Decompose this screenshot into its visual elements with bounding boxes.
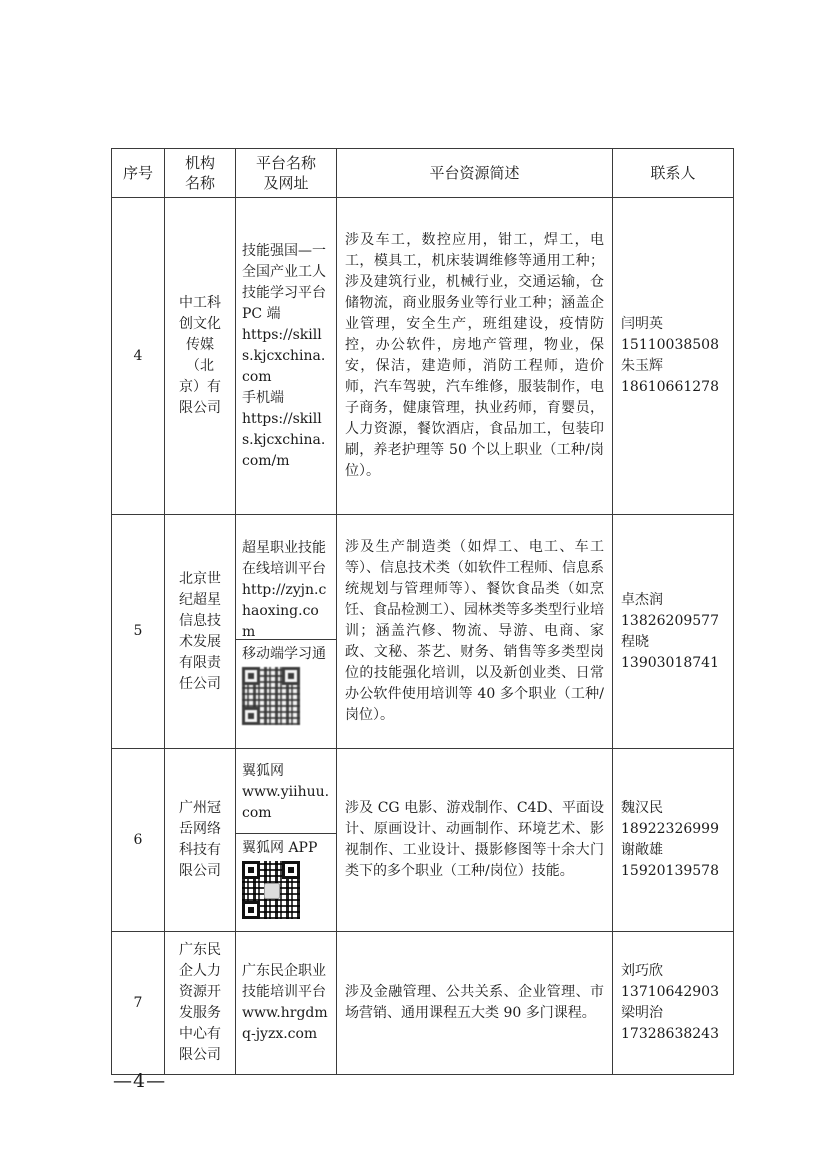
contact-name: 程晓 — [621, 633, 649, 650]
platform-name: 超星职业技能在线培训平台 — [242, 540, 326, 577]
contact-name: 朱玉辉 — [621, 358, 663, 374]
platform-app-cell — [236, 639, 336, 729]
qr-code-icon — [242, 667, 300, 725]
row-org: 广州冠 岳网络 科技有 限公司 — [165, 749, 236, 932]
row-seq: 6 — [112, 749, 165, 932]
row-org: 中工科 创文化 传媒 （北 京）有 限公司 — [165, 198, 236, 515]
contact-name: 刘巧欣 — [621, 963, 663, 979]
platform-url: www.yiihuu.com — [242, 784, 330, 821]
row-contact — [613, 749, 734, 932]
page-number: —4— — [113, 1070, 167, 1092]
platform-table — [111, 148, 734, 1075]
platform-pc-url: https://skills.kjcxchina.com — [242, 326, 326, 385]
contact-phone: 13826209577 — [621, 612, 719, 629]
contact-phone: 17328638243 — [621, 1026, 719, 1042]
table-row — [112, 932, 734, 1075]
row-platform — [236, 198, 337, 515]
contact-phone: 18610661278 — [621, 379, 719, 395]
row-seq: 4 — [112, 198, 165, 515]
contact-phone: 15110038508 — [621, 337, 719, 353]
row-contact — [613, 932, 734, 1075]
table-row — [112, 749, 734, 932]
row-org: 北京世 纪超星 信息技 术发展 有限责 任公司 — [165, 515, 236, 749]
row-contact — [613, 198, 734, 515]
row-platform — [236, 932, 337, 1075]
header-contact: 联系人 — [613, 149, 734, 198]
platform-name: 翼狐网 — [242, 763, 284, 779]
table-row — [112, 198, 734, 515]
contact-name: 卓杰润 — [621, 591, 663, 608]
platform-cell — [236, 534, 336, 639]
row-desc: 涉及 CG 电影、游戏制作、C4D、平面设计、原画设计、动画制作、环境艺术、影视制作、工业设计、摄影修图等十余大门类下的多个职业（工种/岗位）技能。 — [337, 749, 613, 932]
platform-app-name: 翼狐网 APP — [242, 840, 318, 856]
row-org: 广东民 企人力 资源开 发服务 中心有 限公司 — [165, 932, 236, 1075]
qr-code-icon — [242, 861, 300, 919]
platform-url: http://zyjn.chaoxing.com — [242, 582, 327, 640]
row-desc: 涉及金融管理、公共关系、企业管理、市场营销、通用课程五大类 90 多门课程。 — [337, 932, 613, 1075]
platform-cell — [236, 237, 336, 476]
row-seq: 7 — [112, 932, 165, 1075]
platform-mobile-url: https://skills.kjcxchina.com/m — [242, 410, 326, 469]
platform-cell — [236, 957, 336, 1049]
header-desc: 平台资源简述 — [337, 149, 613, 198]
row-seq: 5 — [112, 515, 165, 749]
contact-name: 梁明治 — [621, 1005, 663, 1021]
contact-name: 闫明英 — [621, 316, 663, 332]
row-platform — [236, 749, 337, 932]
contact-phone: 13903018741 — [621, 654, 719, 671]
contact-phone: 15920139578 — [621, 863, 719, 879]
platform-cell — [236, 757, 336, 833]
row-platform — [236, 515, 337, 749]
table-row — [112, 515, 734, 749]
platform-name: 广东民企职业技能培训平台 — [242, 963, 326, 1000]
table-header-row — [112, 149, 734, 198]
platform-app-name: 移动端学习通 — [242, 646, 326, 662]
platform-url: www.hrgdmq-jyzx.com — [242, 1005, 328, 1042]
contact-phone: 18922326999 — [621, 821, 719, 837]
platform-app-cell — [236, 833, 336, 923]
platform-mobile-label: 手机端 — [242, 389, 284, 406]
platform-pc-label: PC 端 — [242, 305, 281, 322]
contact-name: 魏汉民 — [621, 800, 663, 816]
header-org: 机构 名称 — [165, 149, 236, 198]
row-contact — [613, 515, 734, 749]
contact-name: 谢敞雄 — [621, 842, 663, 858]
platform-name: 技能强国—一全国产业工人技能学习平台 — [242, 242, 326, 301]
header-platform: 平台名称 及网址 — [236, 149, 337, 198]
row-desc: 涉及生产制造类（如焊工、电工、车工等）、信息技术类（如软件工程师、信息系统规划与管理师等）、餐饮食品类（如烹饪、食品检测工）、园林类等多类型行业培训；涵盖汽修、物流、导游、电商、家政、文秘、茶艺、财务、销售等多类型岗位的技能强化培训，以及新创业类、日常办公软件使用培训等 40 多个职业（工种/岗位）。 — [337, 515, 613, 749]
row-desc: 涉及车工，数控应用，钳工，焊工，电工，模具工，机床装调维修等通用工种；涉及建筑行业，机械行业，交通运输，仓储物流，商业服务业等行业工种；涵盖企业管理，安全生产，班组建设，疫情防控，办公软件，房地产管理，物业，保安，保洁，建造师，消防工程师，造价师，汽车驾驶，汽车维修，服装制作，电子商务，健康管理，执业药师，育婴员，人力资源，餐饮酒店，食品加工，包装印刷，养老护理等 50 个以上职业（工种/岗位）。 — [337, 198, 613, 515]
contact-phone: 13710642903 — [621, 984, 719, 1000]
header-seq: 序号 — [112, 149, 165, 198]
